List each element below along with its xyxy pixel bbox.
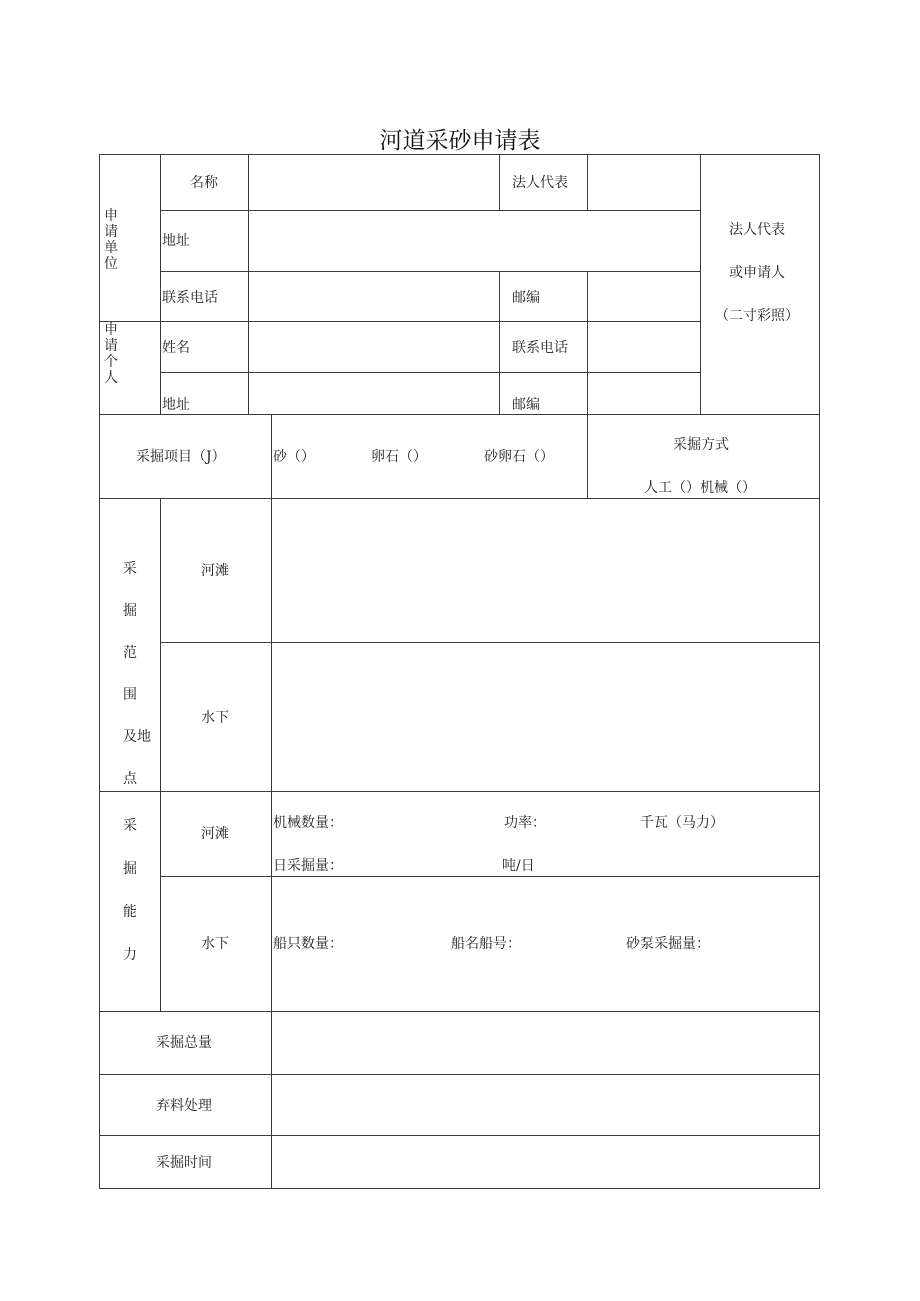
machine-count-label: 机械数量： (273, 815, 343, 831)
grid-line (160, 498, 161, 1011)
photo-line-legal-rep: 法人代表 (729, 222, 785, 238)
range-label-char: 围 (123, 687, 137, 703)
grid-line (160, 154, 161, 414)
range-beach-field[interactable] (272, 499, 819, 642)
grid-line (99, 414, 820, 415)
range-label-char: 掘 (123, 603, 137, 619)
range-underwater-field[interactable] (272, 643, 819, 791)
applicant-person-label: 申请个人 (104, 322, 118, 386)
capacity-underwater-label: 水下 (201, 936, 229, 952)
pump-output-label: 砂泵采掘量： (626, 936, 710, 952)
person-name-label: 姓名 (162, 340, 190, 356)
waste-label: 弃料处理 (156, 1098, 212, 1114)
table-border-right (819, 154, 820, 1189)
option-sand-pebble[interactable]: 砂卵石（） (484, 449, 554, 465)
unit-postcode-label: 邮编 (512, 290, 540, 306)
person-postcode-label: 邮编 (512, 397, 540, 413)
total-label: 采掘总量 (156, 1035, 212, 1051)
applicant-unit-label: 申请单位 (104, 208, 118, 272)
photo-line-size: （二寸彩照） (715, 308, 799, 324)
waste-field[interactable] (272, 1075, 819, 1135)
daily-unit-label: 吨/日 (502, 858, 535, 874)
capacity-label-char: 掘 (123, 861, 137, 877)
person-address-label: 地址 (162, 397, 190, 413)
range-underwater-label: 水下 (201, 710, 229, 726)
grid-line (99, 791, 820, 792)
person-address-field[interactable] (249, 373, 499, 414)
method-label: 采掘方式 (673, 437, 729, 453)
grid-line (499, 154, 500, 211)
unit-phone-field[interactable] (249, 272, 499, 321)
grid-line (160, 876, 820, 877)
time-label: 采掘时间 (156, 1155, 212, 1171)
time-field[interactable] (272, 1136, 819, 1188)
unit-address-label: 地址 (162, 233, 190, 249)
range-label-char: 点 (123, 771, 137, 787)
option-pebble[interactable]: 卵石（） (371, 449, 427, 465)
power-label: 功率： (504, 815, 546, 831)
unit-legal-rep-label: 法人代表 (512, 175, 568, 191)
range-beach-label: 河滩 (201, 563, 229, 579)
table-border-bottom (99, 1188, 820, 1189)
method-options[interactable]: 人工（）机械（） (644, 480, 756, 496)
unit-address-field[interactable] (249, 211, 700, 271)
total-field[interactable] (272, 1012, 819, 1074)
page-title: 河道采砂申请表 (379, 128, 541, 154)
ship-name-label: 船名船号： (451, 936, 521, 952)
option-sand[interactable]: 砂（） (273, 449, 315, 465)
range-label-char: 范 (123, 645, 137, 661)
range-label (100, 499, 160, 791)
unit-name-field[interactable] (249, 155, 499, 210)
capacity-label (100, 792, 160, 1011)
person-postcode-field[interactable] (588, 373, 700, 414)
person-name-field[interactable] (249, 322, 499, 372)
daily-output-label: 日采掘量： (273, 858, 343, 874)
project-label: 采掘项目（J） (136, 449, 226, 465)
grid-line (587, 414, 588, 498)
capacity-label-char: 采 (123, 818, 137, 834)
unit-legal-rep-field[interactable] (588, 155, 700, 210)
unit-name-label: 名称 (190, 175, 218, 191)
unit-phone-label: 联系电话 (162, 290, 218, 306)
range-label-char: 采 (123, 561, 137, 577)
person-phone-label: 联系电话 (512, 340, 568, 356)
ship-count-label: 船只数量： (273, 936, 343, 952)
photo-line-applicant: 或申请人 (729, 265, 785, 281)
person-phone-field[interactable] (588, 322, 700, 372)
capacity-label-char: 能 (123, 904, 137, 920)
power-unit-label: 千瓦（马力） (640, 815, 724, 831)
range-label-char: 及地 (123, 729, 151, 745)
grid-line (499, 271, 500, 414)
unit-postcode-field[interactable] (588, 272, 700, 321)
capacity-label-char: 力 (123, 947, 137, 963)
capacity-beach-label: 河滩 (201, 826, 229, 842)
photo-placeholder[interactable] (701, 155, 819, 414)
